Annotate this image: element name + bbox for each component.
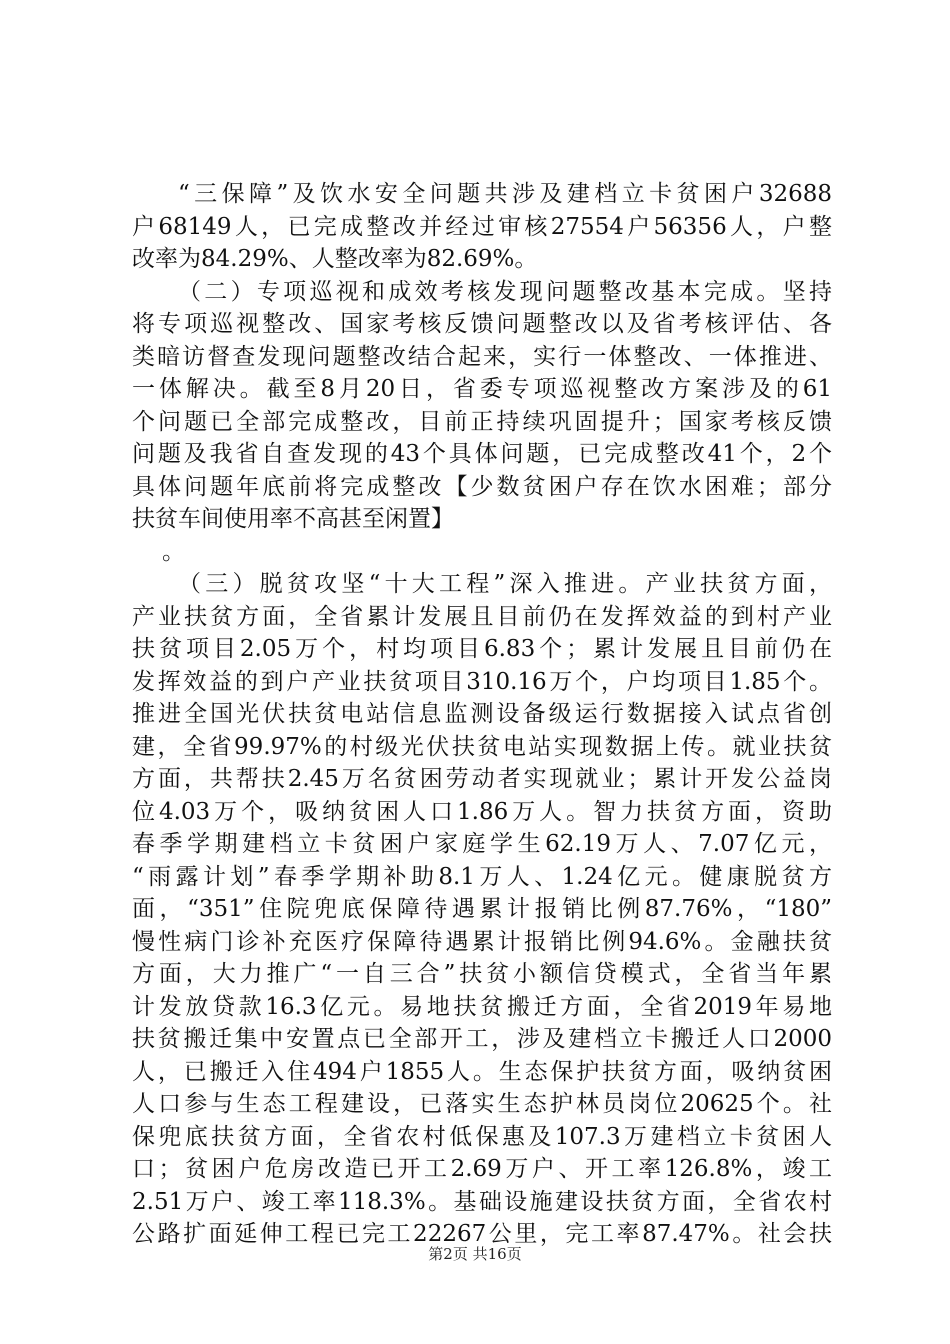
text-line: 扶贫搬迁集中安置点已全部开工，涉及建档立卡搬迁人口2000 [132, 1026, 832, 1052]
text-line: 类暗访督查发现问题整改结合起来，实行一体整改、一体推进、 [132, 343, 832, 370]
text-line: 问题及我省自查发现的43个具体问题，已完成整改41个，2个 [132, 441, 832, 467]
text-line: 人，已搬迁入住494户1855人。生态保护扶贫方面，吸纳贫困 [132, 1058, 832, 1085]
text-line: 保兜底扶贫方面，全省农村低保惠及107.3万建档立卡贫困人 [132, 1123, 832, 1150]
text-line: 。 [162, 538, 185, 565]
text-line: 口；贫困户危房改造已开工2.69万户、开工率126.8%，竣工 [132, 1156, 832, 1182]
text-line: 方面，共帮扶2.45万名贫困劳动者实现就业；累计开发公益岗 [132, 766, 832, 792]
text-line: 户68149人，已完成整改并经过审核27554户56356人，户整 [132, 213, 832, 240]
text-line: “三保障”及饮水安全问题共涉及建档立卡贫困户32688 [178, 181, 832, 207]
text-line: （三）脱贫攻坚“十大工程”深入推进。产业扶贫方面， [178, 571, 832, 597]
text-line: 扶贫车间使用率不高甚至闲置】 [132, 506, 454, 532]
text-line: 公路扩面延伸工程已完工22267公里，完工率87.47%。社会扶 [132, 1221, 832, 1247]
document-body [132, 178, 832, 1251]
text-line: 具体问题年底前将完成整改【少数贫困户存在饮水困难；部分 [132, 473, 832, 500]
text-line: 建，全省99.97%的村级光伏扶贫电站实现数据上传。就业扶贫 [132, 733, 832, 760]
text-line: 将专项巡视整改、国家考核反馈问题整改以及省考核评估、各 [132, 311, 832, 337]
text-line: “雨露计划”春季学期补助8.1万人、1.24亿元。健康脱贫方 [132, 863, 832, 890]
text-line: 2.51万户、竣工率118.3%。基础设施建设扶贫方面，全省农村 [132, 1188, 832, 1215]
text-line: 计发放贷款16.3亿元。易地扶贫搬迁方面，全省2019年易地 [132, 993, 832, 1020]
text-line: 位4.03万个，吸纳贫困人口1.86万人。智力扶贫方面，资助 [132, 798, 832, 825]
text-line: 个问题已全部完成整改，目前正持续巩固提升；国家考核反馈 [132, 408, 832, 435]
text-line: 一体解决。截至8月20日，省委专项巡视整改方案涉及的61 [132, 376, 832, 402]
text-line: 春季学期建档立卡贫困户家庭学生62.19万人、7.07亿元， [132, 831, 832, 857]
text-line: 方面，大力推广“一自三合”扶贫小额信贷模式，全省当年累 [132, 961, 832, 987]
text-line: 扶贫项目2.05万个，村均项目6.83个；累计发展且目前仍在 [132, 636, 832, 662]
text-line: 慢性病门诊补充医疗保障待遇累计报销比例94.6%。金融扶贫 [132, 928, 832, 955]
text-line: （二）专项巡视和成效考核发现问题整改基本完成。坚持 [178, 278, 832, 305]
text-line: 面，“351”住院兜底保障待遇累计报销比例87.76%，“180” [132, 896, 832, 922]
text-line: 发挥效益的到户产业扶贫项目310.16万个，户均项目1.85个。 [132, 668, 832, 695]
text-line: 改率为84.29%、人整改率为82.69%。 [132, 246, 538, 272]
text-line: 产业扶贫方面，全省累计发展且目前仍在发挥效益的到村产业 [132, 603, 832, 630]
text-line: 人口参与生态工程建设，已落实生态护林员岗位20625个。社 [132, 1091, 832, 1117]
text-line: 推进全国光伏扶贫电站信息监测设备级运行数据接入试点省创 [132, 701, 832, 727]
page-footer: 第2页 共16页 [428, 1245, 522, 1263]
